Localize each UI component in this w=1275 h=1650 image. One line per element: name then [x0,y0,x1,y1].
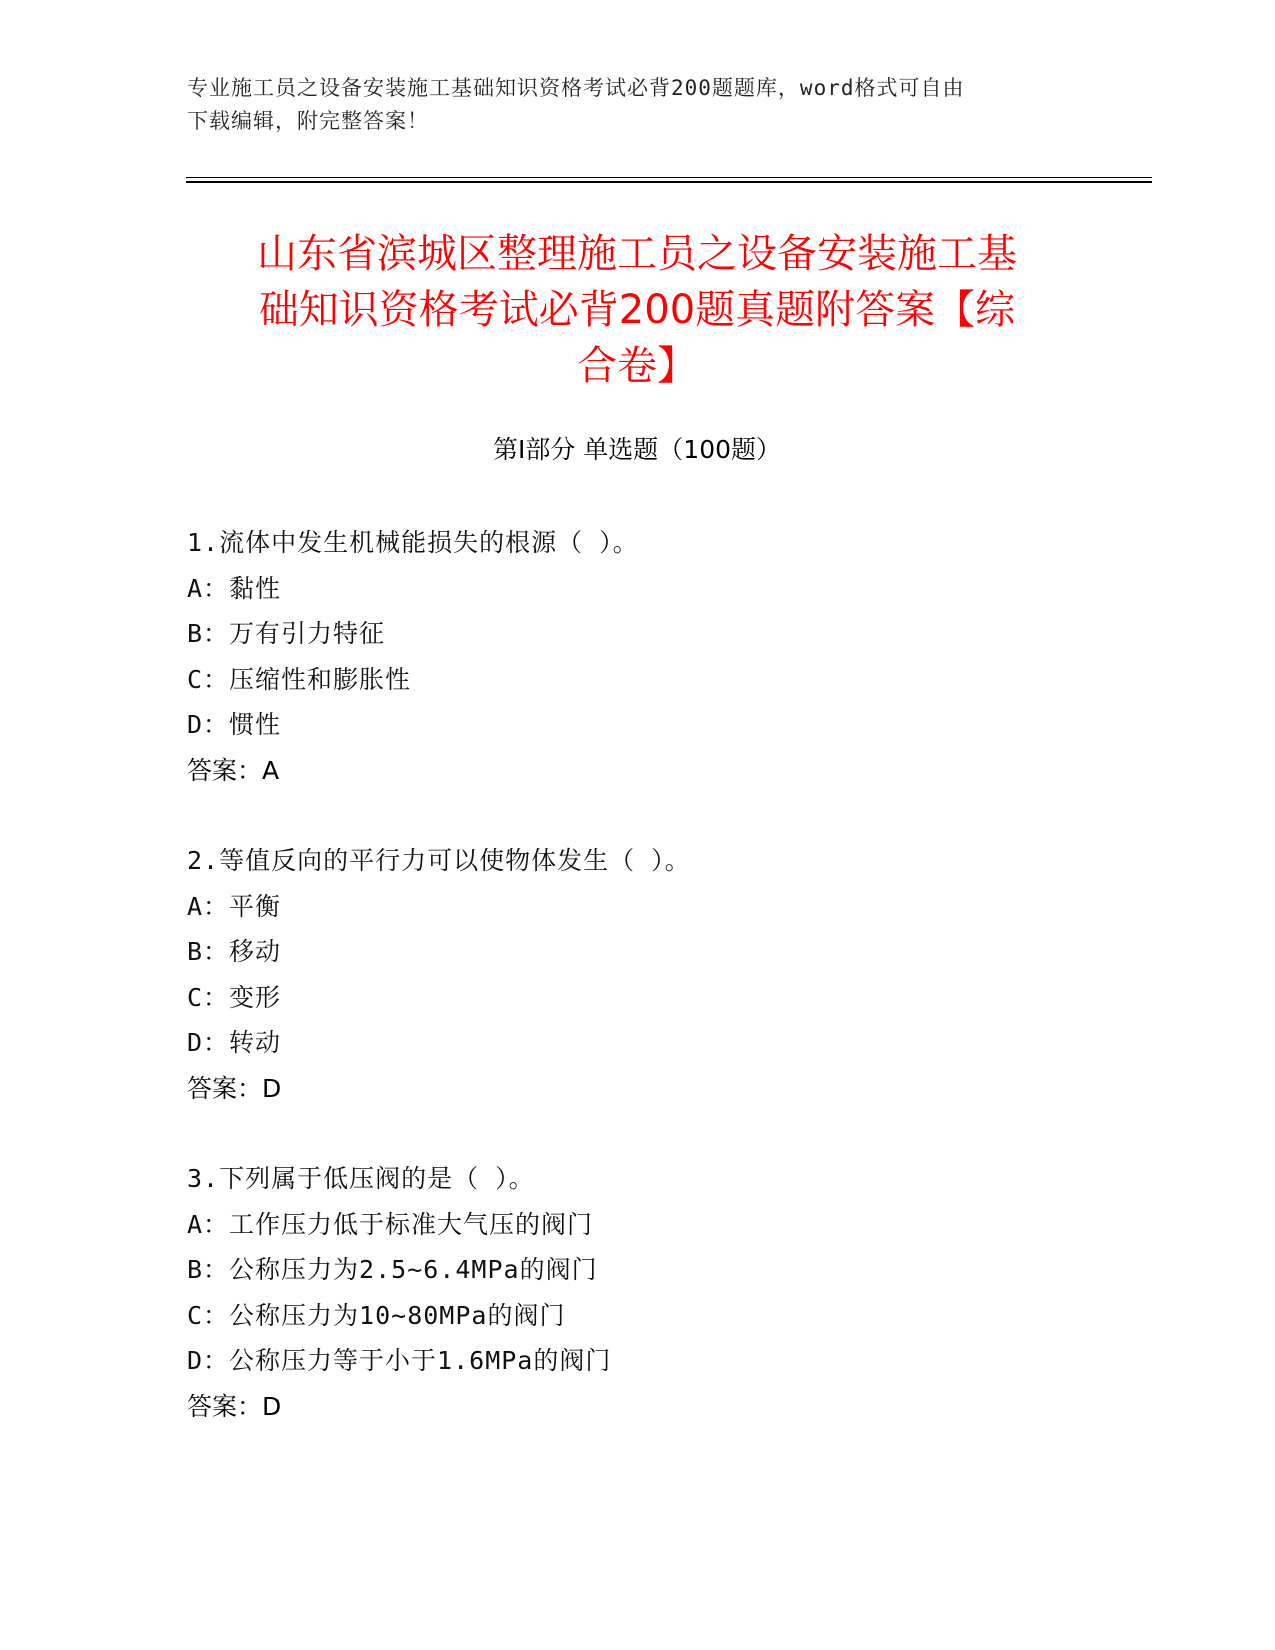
option-d: D：惯性 [187,710,282,739]
document-title-line-1: 山东省滨城区整理施工员之设备安装施工基 [257,231,1017,277]
option-b: B：移动 [187,937,282,966]
option-a: A：工作压力低于标准大气压的阀门 [187,1209,594,1239]
option-c: C：公称压力为10~80MPa的阀门 [187,1300,566,1330]
header-note [187,72,1087,138]
option-c: C：压缩性和膨胀性 [187,664,412,694]
section-heading: 第Ⅰ部分 单选题（100题） [492,435,782,464]
header-note-line-1: 专业施工员之设备安装施工基础知识资格考试必背200题题库，word格式可自由 [187,76,965,100]
question-3 [187,1156,1137,1429]
document-title [187,226,1087,394]
question-stem: 1.流体中发生机械能损失的根源（ ）。 [187,528,639,557]
option-b: B：公称压力为2.5~6.4MPa的阀门 [187,1255,598,1284]
header-rule-thin [186,177,1152,178]
option-c: C：变形 [187,982,282,1012]
answer-line: 答案：A [187,755,280,785]
document-title-line-2: 础知识资格考试必背200题真题附答案【综 [258,287,1016,333]
option-d: D：公称压力等于小于1.6MPa的阀门 [187,1346,612,1375]
option-a: A：黏性 [187,573,282,603]
document-title-line-3: 合卷】 [577,343,697,389]
option-d: D：转动 [187,1028,282,1057]
answer-line: 答案：D [187,1391,282,1421]
option-b: B：万有引力特征 [187,619,386,648]
option-a: A：平衡 [187,891,282,921]
question-stem: 3.下列属于低压阀的是（ ）。 [187,1164,535,1193]
header-rule-thick [186,181,1152,183]
question-stem: 2.等值反向的平行力可以使物体发生（ ）。 [187,846,691,875]
header-note-line-2: 下载编辑，附完整答案！ [187,109,429,133]
answer-line: 答案：D [187,1073,282,1103]
question-1 [187,520,1137,793]
question-2 [187,838,1137,1111]
